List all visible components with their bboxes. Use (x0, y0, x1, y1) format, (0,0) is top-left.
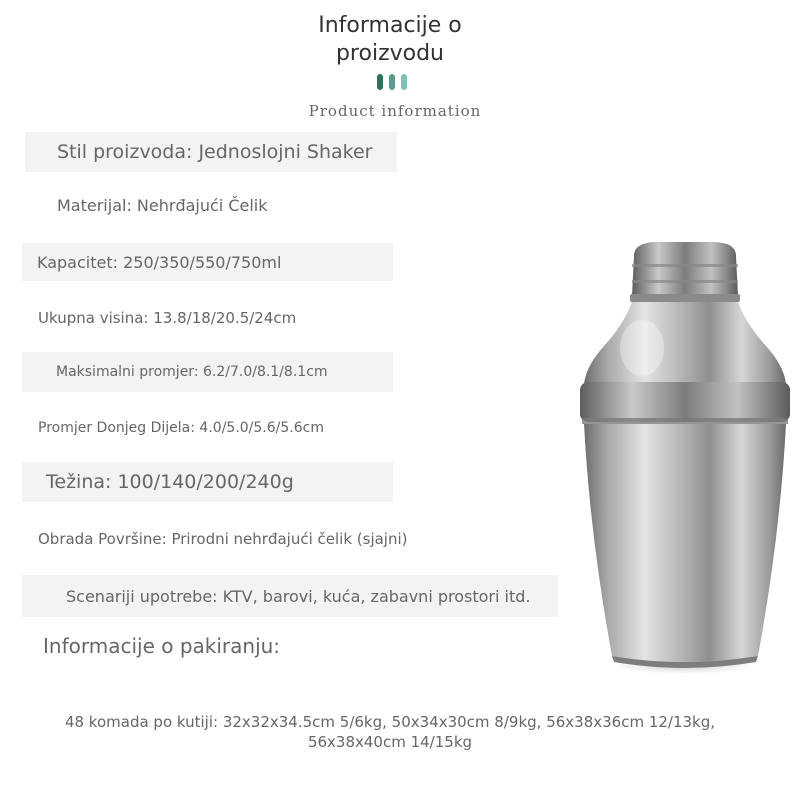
spec-row-weight: Težina: 100/140/200/240g (22, 462, 393, 502)
spec-row-max-diameter: Maksimalni promjer: 6.2/7.0/8.1/8.1cm (22, 352, 393, 392)
spec-row-usage: Scenariji upotrebe: KTV, barovi, kuća, zabavni prostori itd. (22, 575, 558, 617)
page-title-line2: proizvodu (335, 41, 445, 66)
packaging-line1: 48 komada po kutiji: 32x32x34.5cm 5/6kg, 50x34x30cm 8/9kg, 56x38x36cm 12/13kg, (64, 713, 716, 731)
spec-row-style: Stil proizvoda: Jednoslojni Shaker (25, 132, 397, 172)
spec-row-material: Materijal: Nehrđajući Čelik (57, 195, 268, 215)
accent-dot (389, 74, 395, 90)
spec-row-surface: Obrada Površine: Prirodni nehrđajući čelik (sjajni) (38, 530, 408, 548)
accent-dots (377, 74, 417, 90)
page-subtitle: Product information (308, 102, 482, 120)
packaging-heading: Informacije o pakiranju: (43, 634, 281, 658)
page-title (290, 12, 490, 68)
page-title-line1: Informacije o (318, 13, 462, 38)
spec-row-height: Ukupna visina: 13.8/18/20.5/24cm (38, 309, 297, 327)
spec-row-capacity: Kapacitet: 250/350/550/750ml (22, 243, 393, 281)
accent-dot (377, 74, 383, 90)
accent-dot (401, 74, 407, 90)
cocktail-shaker-image (570, 236, 800, 676)
spec-row-bottom-diameter: Promjer Donjeg Dijela: 4.0/5.0/5.6/5.6cm (38, 420, 324, 436)
packaging-info (40, 712, 740, 752)
packaging-line2: 56x38x40cm 14/15kg (307, 733, 473, 751)
